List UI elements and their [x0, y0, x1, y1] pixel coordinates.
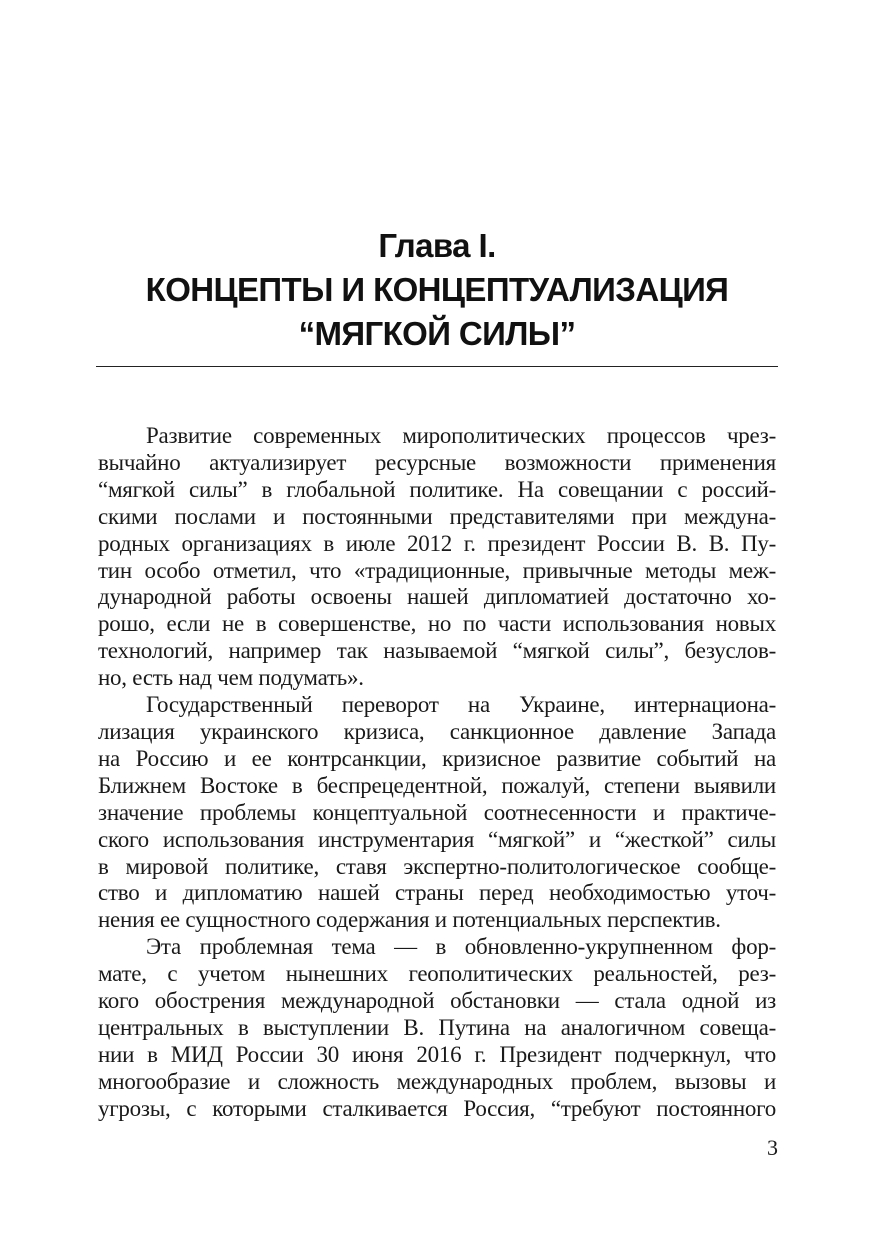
- text-line: кого обострения международной обстановки — стала одной из: [98, 988, 776, 1014]
- chapter-title-line-1: КОНЦЕПТЫ И КОНЦЕПТУАЛИЗАЦИЯ: [145, 271, 729, 308]
- text-line: “мягкой силы” в глобальной политике. На совещании с россий-: [98, 476, 776, 502]
- paragraph: [98, 692, 776, 934]
- heading-divider: [96, 366, 778, 367]
- text-line: Эта проблемная тема — в обновленно-укрупненном фор-: [146, 934, 776, 960]
- text-line: лизация украинского кризиса, санкционное давление Запада: [98, 718, 776, 744]
- body-text: [98, 423, 776, 1123]
- text-line: мате, с учетом нынешних геополитических реальностей, рез-: [98, 961, 776, 987]
- text-line: ство и дипломатию нашей страны перед необходимостью уточ-: [98, 880, 776, 906]
- text-line: нения ее сущностного содержания и потенциальных перспектив.: [98, 907, 721, 933]
- text-line: дународной работы освоены нашей дипломатией достаточно хо-: [98, 584, 776, 610]
- text-line: скими послами и постоянными представителями при междуна-: [98, 503, 776, 529]
- text-line: ского использования инструментария “мягкой” и “жесткой” силы: [98, 826, 776, 852]
- text-line: вычайно актуализирует ресурсные возможности применения: [98, 449, 776, 475]
- text-line: на Россию и ее контрсанкции, кризисное развитие событий на: [98, 745, 776, 771]
- text-line: технологий, например так называемой “мягкой силы”, безуслов-: [98, 638, 776, 664]
- text-line: тин особо отметил, что «традиционные, привычные методы меж-: [98, 557, 776, 583]
- text-line: центральных в выступлении В. Путина на аналогичном совеща-: [98, 1014, 776, 1040]
- text-line: родных организациях в июле 2012 г. президент России В. В. Пу-: [98, 530, 776, 556]
- chapter-title-line-2: “МЯГКОЙ СИЛЫ”: [298, 315, 576, 352]
- paragraph: [98, 934, 776, 1122]
- chapter-label: Глава I.: [378, 227, 496, 264]
- text-line: Развитие современных мирополитических процессов чрез-: [146, 423, 776, 448]
- text-line: рошо, если не в совершенстве, но по части использования новых: [98, 611, 776, 637]
- chapter-heading: [96, 224, 778, 356]
- text-line: Государственный переворот на Украине, интернациона-: [146, 692, 776, 718]
- text-line: нии в МИД России 30 июня 2016 г. Президент подчеркнул, что: [98, 1041, 776, 1067]
- text-line: Ближнем Востоке в беспрецедентной, пожалуй, степени выявили: [98, 772, 776, 798]
- paragraph: [98, 423, 776, 692]
- text-line: угрозы, с которыми сталкивается Россия, “требуют постоянного: [98, 1095, 776, 1121]
- text-line: многообразие и сложность международных проблем, вызовы и: [98, 1068, 776, 1094]
- text-line: но, есть над чем подумать».: [98, 665, 364, 691]
- text-line: значение проблемы концептуальной соотнесенности и практиче-: [98, 799, 776, 825]
- page-number: 3: [767, 1135, 778, 1160]
- text-line: в мировой политике, ставя экспертно-политологическое сообще-: [98, 853, 776, 879]
